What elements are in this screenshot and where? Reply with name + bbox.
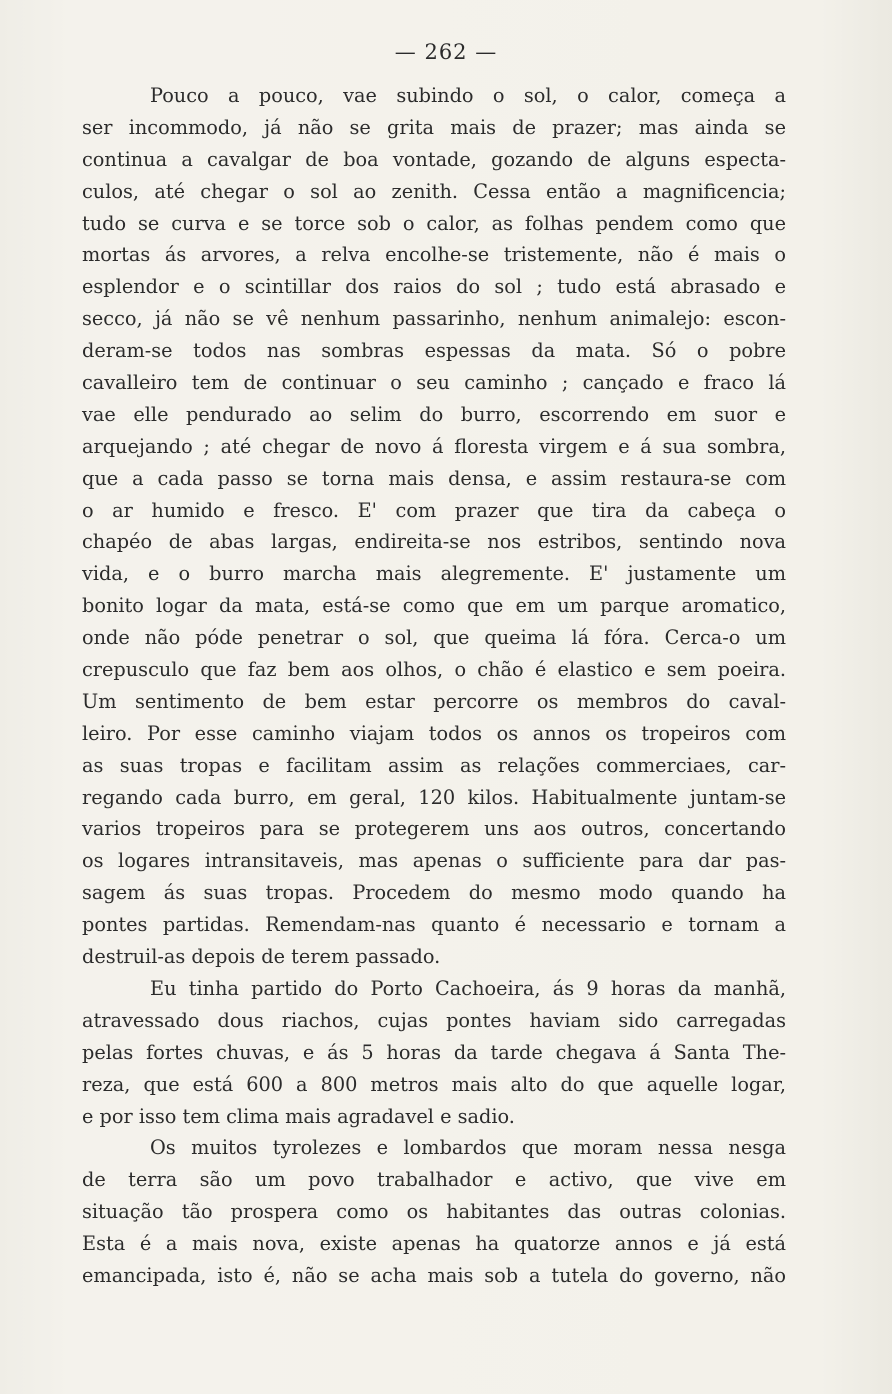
text-line: tudo se curva e se torce sob o calor, as folhas pendem como que — [82, 211, 786, 235]
text-line: Eu tinha partido do Porto Cachoeira, ás 9 horas da manhã, — [150, 976, 786, 1000]
text-line: os logares intransitaveis, mas apenas o sufficiente para dar pas- — [82, 849, 786, 873]
text-line: Os muitos tyrolezes e lombardos que moram nessa nesga — [150, 1136, 786, 1160]
text-line: Um sentimento de bem estar percorre os membros do caval- — [82, 689, 786, 713]
text-line: continua a cavalgar de boa vontade, gozando de alguns especta- — [82, 147, 786, 171]
text-line: regando cada burro, em geral, 120 kilos. Habitualmente juntam-se — [82, 785, 786, 809]
text-line: ser incommodo, já não se grita mais de prazer; mas ainda se — [82, 115, 786, 139]
text-line: o ar humido e fresco. E' com prazer que tira da cabeça o — [82, 498, 786, 522]
text-line: reza, que está 600 a 800 metros mais alto do que aquelle logar, — [82, 1072, 786, 1096]
text-line: situação tão prospera como os habitantes das outras colonias. — [82, 1200, 786, 1224]
text-line: esplendor e o scintillar dos raios do sol ; tudo está abrasado e — [82, 275, 786, 299]
text-line: Esta é a mais nova, existe apenas ha quatorze annos e já está — [82, 1232, 786, 1256]
text-line: destruil-as depois de terem passado. — [82, 945, 441, 969]
text-line: arquejando ; até chegar de novo á floresta virgem e á sua sombra, — [82, 434, 786, 458]
text-line: emancipada, isto é, não se acha mais sob a tutela do governo, não — [82, 1263, 786, 1287]
text-line: leiro. Por esse caminho viajam todos os annos os tropeiros com — [82, 721, 786, 745]
text-line: cavalleiro tem de continuar o seu caminho ; cançado e fraco lá — [82, 371, 786, 395]
text-line: crepusculo que faz bem aos olhos, o chão é elastico e sem poeira. — [82, 658, 786, 682]
text-line: bonito logar da mata, está-se como que em um parque aromatico, — [82, 594, 786, 618]
text-line: e por isso tem clima mais agradavel e sadio. — [82, 1104, 515, 1128]
text-line: as suas tropas e facilitam assim as relações commerciaes, car- — [82, 753, 786, 777]
text-line: que a cada passo se torna mais densa, e assim restaura-se com — [82, 466, 786, 490]
text-line: deram-se todos nas sombras espessas da mata. Só o pobre — [82, 339, 786, 363]
text-line: chapéo de abas largas, endireita-se nos estribos, sentindo nova — [82, 530, 786, 554]
text-line: sagem ás suas tropas. Procedem do mesmo modo quando ha — [82, 881, 786, 905]
text-line: pelas fortes chuvas, e ás 5 horas da tarde chegava á Santa The- — [82, 1040, 786, 1064]
text-line: de terra são um povo trabalhador e activo, que vive em — [82, 1168, 786, 1192]
text-line: onde não póde penetrar o sol, que queima lá fóra. Cerca-o um — [82, 626, 786, 650]
body-text — [82, 80, 786, 1292]
text-line: mortas ás arvores, a relva encolhe-se tristemente, não é mais o — [82, 243, 786, 267]
text-line: atravessado dous riachos, cujas pontes haviam sido carregadas — [82, 1008, 786, 1032]
text-line: secco, já não se vê nenhum passarinho, nenhum animalejo: escon- — [82, 307, 786, 331]
text-line: vida, e o burro marcha mais alegremente. E' justamente um — [82, 562, 786, 586]
text-line: pontes partidas. Remendam-nas quanto é necessario e tornam a — [82, 913, 786, 937]
paragraph — [82, 80, 786, 973]
text-line: vae elle pendurado ao selim do burro, escorrendo em suor e — [82, 402, 786, 426]
page-number: — 262 — — [394, 40, 498, 64]
paragraph — [82, 1132, 786, 1291]
text-line: culos, até chegar o sol ao zenith. Cessa então a magnificencia; — [82, 179, 786, 203]
paragraph — [82, 973, 786, 1132]
text-line: varios tropeiros para se protegerem uns aos outros, concertando — [82, 817, 786, 841]
text-line: Pouco a pouco, vae subindo o sol, o calor, começa a — [150, 84, 786, 107]
